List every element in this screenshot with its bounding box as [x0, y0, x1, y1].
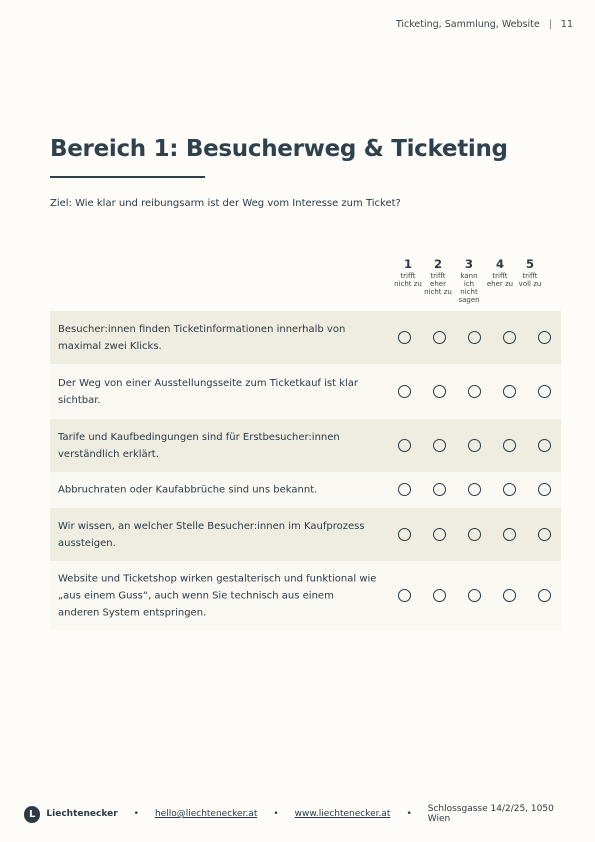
page-number: 11 [560, 19, 573, 30]
rating-radio-4[interactable] [503, 385, 516, 398]
rating-radio-1[interactable] [398, 439, 411, 452]
scale-column-1 [394, 257, 422, 288]
statement-text: Website und Ticketshop wirken gestalterisch und funktional wie „aus einem Guss“, auch wenn Sie technisch aus einem anderen System entspringen. [58, 573, 377, 618]
rating-radio-5[interactable] [538, 528, 551, 541]
rating-radio-4[interactable] [503, 331, 516, 344]
rating-radio-1[interactable] [398, 589, 411, 602]
scale-number: 2 [433, 257, 442, 271]
table-row [50, 311, 561, 364]
address: Schlossgasse 14/2/25, 1050 Wien [427, 804, 554, 824]
rating-radio-1[interactable] [398, 528, 411, 541]
rating-radio-2[interactable] [433, 331, 446, 344]
email-link[interactable]: hello@liechtenecker.at [154, 809, 258, 819]
page-footer [24, 806, 574, 822]
rating-radio-3[interactable] [468, 589, 481, 602]
footer-bullet: • [133, 809, 139, 819]
scale-number: 1 [403, 257, 412, 271]
table-row [50, 364, 561, 419]
rating-radio-2[interactable] [433, 439, 446, 452]
rating-radio-2[interactable] [433, 589, 446, 602]
brand-name: Liechtenecker [46, 809, 118, 819]
statement-table [50, 311, 561, 630]
scale-label: trifft nicht zu [394, 272, 422, 288]
scale-column-3 [455, 257, 483, 304]
brand-logo-icon: L [24, 806, 40, 823]
page-title: Bereich 1: Besucherweg & Ticketing [50, 136, 508, 162]
website-link[interactable]: www.liechtenecker.at [294, 809, 391, 819]
rating-radio-4[interactable] [503, 439, 516, 452]
rating-radio-3[interactable] [468, 483, 481, 496]
table-row [50, 419, 561, 472]
header-separator: | [548, 19, 552, 30]
title-underline [50, 176, 205, 178]
rating-radio-2[interactable] [433, 483, 446, 496]
footer-bullet: • [273, 809, 279, 819]
rating-radio-2[interactable] [433, 385, 446, 398]
rating-radio-2[interactable] [433, 528, 446, 541]
statement-text: Abbruchraten oder Kaufabbrüche sind uns bekannt. [58, 484, 318, 496]
page-header [396, 19, 573, 30]
rating-radio-1[interactable] [398, 385, 411, 398]
rating-radio-4[interactable] [503, 483, 516, 496]
rating-radio-3[interactable] [468, 528, 481, 541]
scale-label: kann ich nicht sagen [458, 272, 480, 304]
scale-column-5 [516, 257, 544, 288]
scale-number: 4 [495, 257, 504, 271]
statement-text: Besucher:innen finden Ticketinformationen innerhalb von maximal zwei Klicks. [58, 323, 346, 352]
scale-label: trifft eher nicht zu [424, 272, 452, 296]
rating-radio-5[interactable] [538, 439, 551, 452]
rating-radio-5[interactable] [538, 385, 551, 398]
scale-column-4 [486, 257, 514, 288]
scale-number: 3 [464, 257, 473, 271]
footer-bullet: • [406, 809, 412, 819]
statement-text: Tarife und Kaufbedingungen sind für Erstbesucher:innen verständlich erklärt. [58, 431, 340, 460]
rating-radio-1[interactable] [398, 331, 411, 344]
scale-column-2 [424, 257, 452, 296]
rating-radio-3[interactable] [468, 331, 481, 344]
scale-number: 5 [525, 257, 534, 271]
rating-radio-5[interactable] [538, 331, 551, 344]
rating-radio-4[interactable] [503, 589, 516, 602]
rating-radio-3[interactable] [468, 385, 481, 398]
rating-radio-1[interactable] [398, 483, 411, 496]
rating-radio-4[interactable] [503, 528, 516, 541]
rating-radio-5[interactable] [538, 483, 551, 496]
section-label: Ticketing, Sammlung, Website [395, 19, 540, 30]
statement-text: Wir wissen, an welcher Stelle Besucher:innen im Kaufprozess aussteigen. [58, 520, 365, 549]
table-row [50, 472, 561, 508]
scale-label: trifft eher zu [486, 272, 514, 288]
statement-text: Der Weg von einer Ausstellungsseite zum Ticketkauf ist klar sichtbar. [58, 377, 359, 406]
table-row [50, 508, 561, 561]
rating-radio-5[interactable] [538, 589, 551, 602]
scale-label: trifft voll zu [518, 272, 542, 288]
rating-radio-3[interactable] [468, 439, 481, 452]
table-row [50, 561, 561, 630]
section-goal: Ziel: Wie klar und reibungsarm ist der Weg vom Interesse zum Ticket? [50, 198, 401, 209]
